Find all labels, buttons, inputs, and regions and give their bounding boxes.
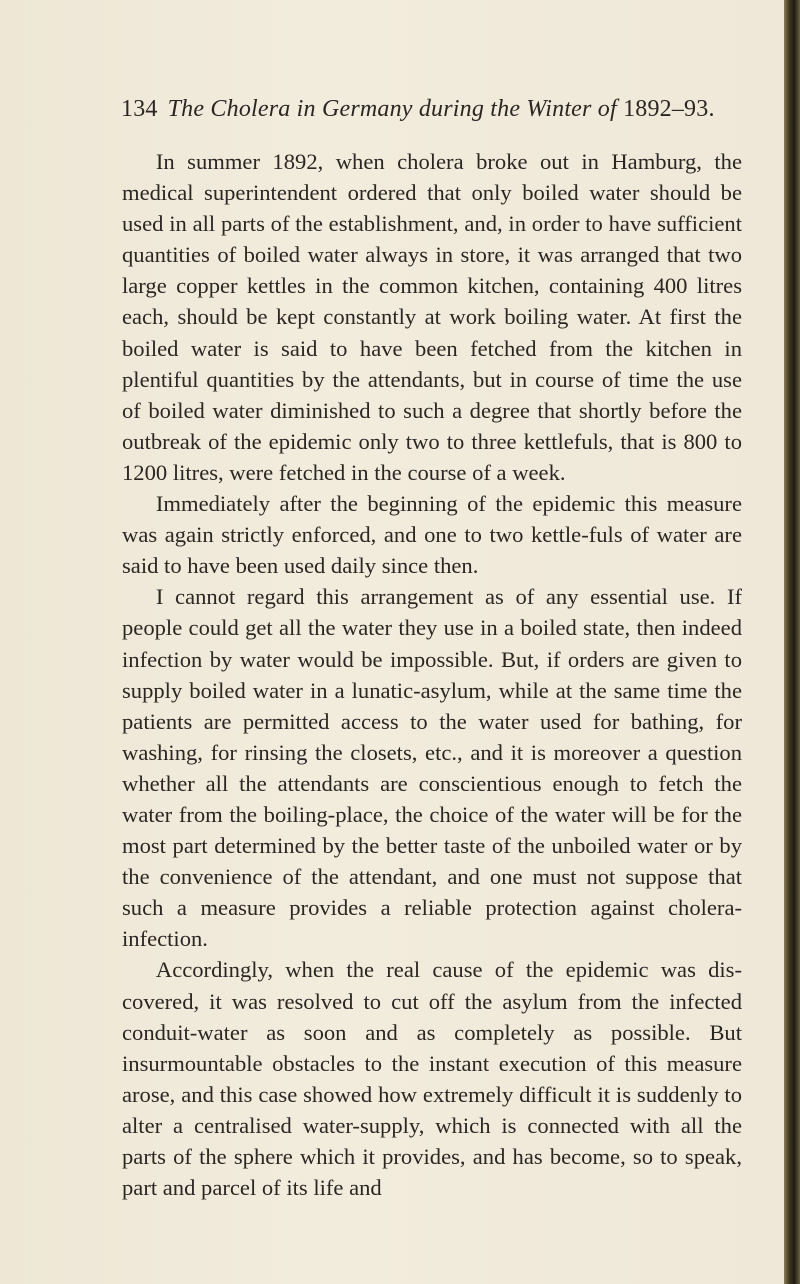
paragraph: In summer 1892, when cholera broke out in Hamburg, the medical superintendent ordered that only boiled water should be used in all parts of the establishment, and, in order to have sufficient quantities of boiled water always in store, it was arranged that two large copper kettles in the common kitchen, containing 400 litres each, should be kept constantly at work boiling water. At first the boiled water is said to have been fetched from the kitchen in plentiful quantities by the attendants, but in course of time the use of boiled water diminished to such a degree that shortly before the outbreak of the epidemic only two to three kettlefuls, that is 800 to 1200 litres, were fetched in the course of a week. bbox=[122, 149, 742, 485]
body-text bbox=[122, 146, 742, 1203]
paragraph: I cannot regard this arrangement as of any essential use. If people could get all the water they use in a boiled state, then indeed infection by water would be impossible. But, if orders are given to supply boiled water in a lunatic-asylum, while at the same time the patients are permitted access to the water used for bathing, for washing, for rinsing the closets, etc., and it is moreover a question whether all the attendants are conscientious enough to fetch the water from the boiling-place, the choice of the water will be for the most part determined by the better taste of the unboiled water or by the convenience of the attendant, and one must not suppose that such a measure provides a reliable protection against cholera-infection. bbox=[122, 584, 742, 952]
page-number: 134 bbox=[121, 96, 158, 122]
page-edge bbox=[784, 0, 800, 1284]
running-title-years: 1892–93. bbox=[623, 96, 715, 122]
running-title: The Cholera in Germany during the Winter of bbox=[167, 96, 617, 122]
paragraph: Immediately after the beginning of the epidemic this measure was again strictly enforced, and one to two kettle-fuls of water are said to have been used daily since then. bbox=[122, 491, 742, 579]
paragraph: Accordingly, when the real cause of the epidemic was dis-covered, it was resolved to cut off the asylum from the infected conduit-water as soon and as completely as possible. But insurmountable obstacles to the instant execution of this measure arose, and this case showed how extremely difficult it is suddenly to alter a centralised water-supply, which is connected with all the parts of the sphere which it provides, and has become, so to speak, part and parcel of its life and bbox=[122, 957, 742, 1201]
running-header bbox=[121, 96, 741, 123]
